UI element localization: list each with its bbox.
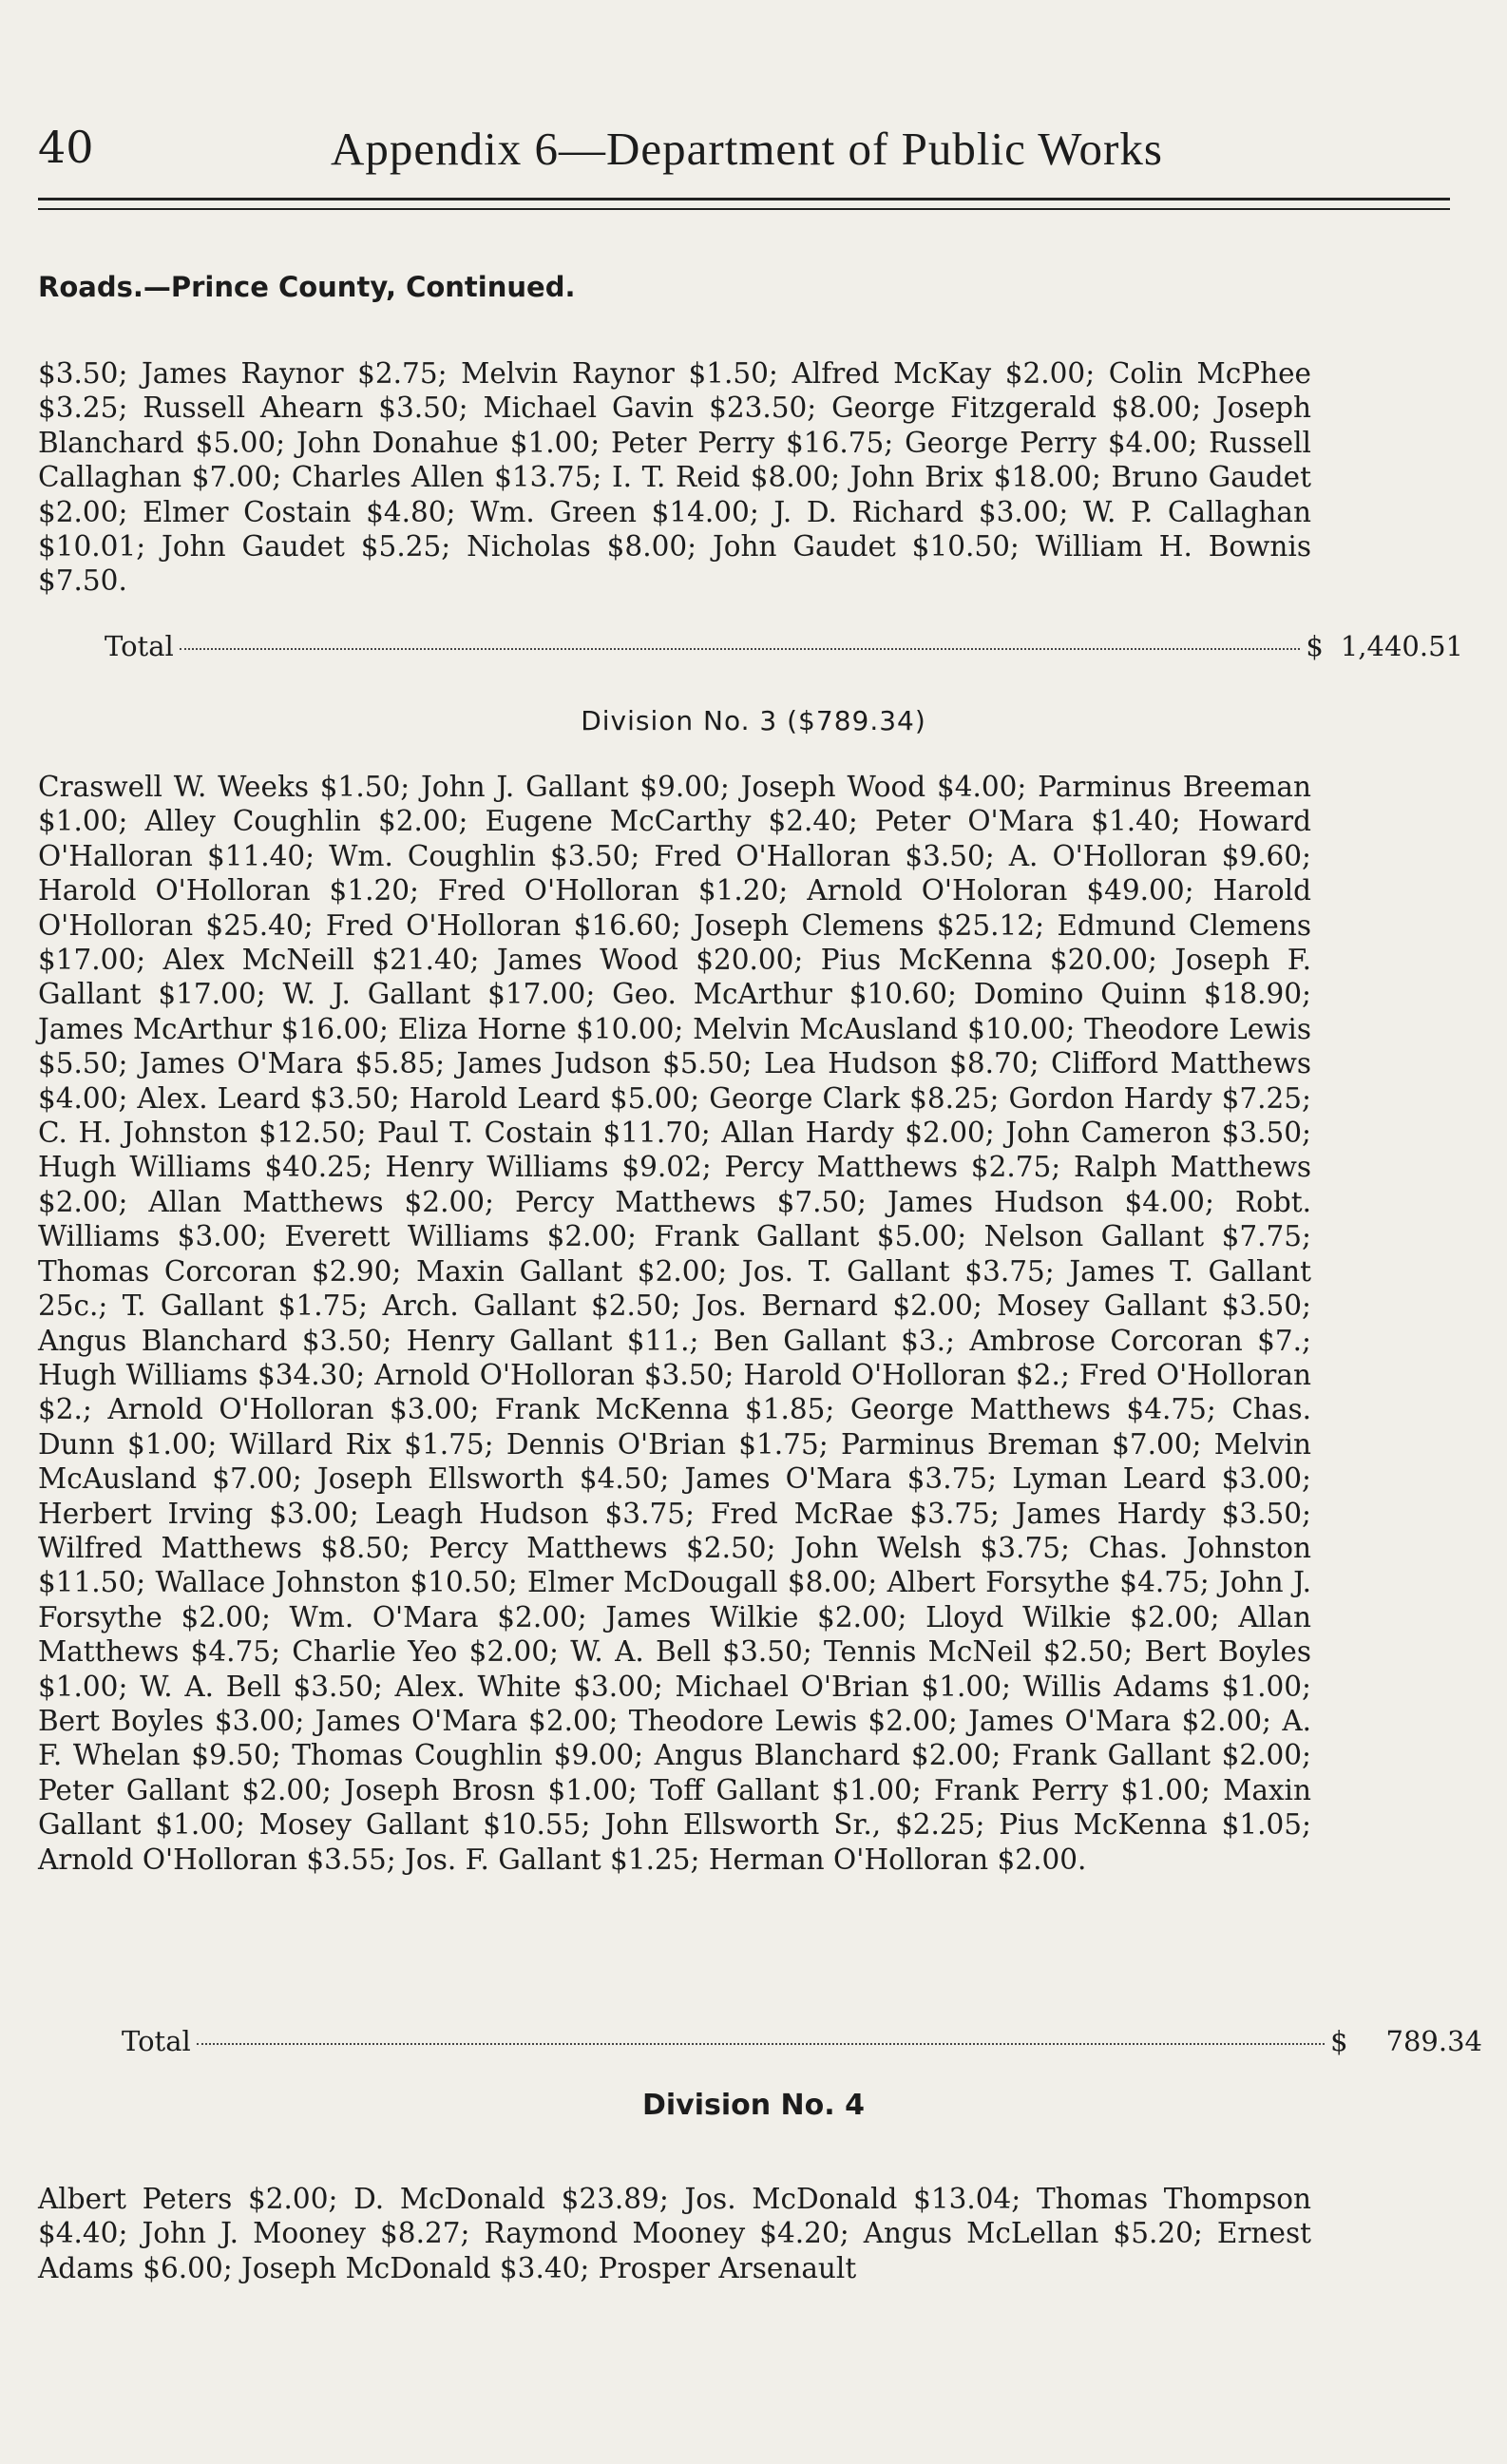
header-rule <box>38 198 1450 210</box>
roads-continued-paragraph: $3.50; James Raynor $2.75; Melvin Raynor $1.50; Alfred McKay $2.00; Colin McPhee $3.25; Russell Ahearn $3.50; Michael Gavin $23.50; George Fitzgerald $8.00; Joseph Blanchard $5.00; John Donahue $1.00; Peter Perry $16.75; George Perry $4.00; Russell Callaghan $7.00; Charles Allen $13.75; I. T. Reid $8.00; John Brix $18.00; Bruno Gaudet $2.00; Elmer Costain $4.80; Wm. Green $14.00; J. D. Richard $3.00; W. P. Callaghan $10.01; John Gaudet $5.25; Nicholas $8.00; John Gaudet $10.50; William H. Bownis $7.50. <box>38 357 1311 598</box>
leader-dots <box>197 2043 1325 2045</box>
page-header <box>38 112 1450 188</box>
section-heading: Roads.—Prince County, Continued. <box>38 271 576 303</box>
total-label: Total <box>122 2025 191 2057</box>
page-number: 40 <box>38 122 94 173</box>
division-4-heading: Division No. 4 <box>641 2089 865 2122</box>
division-3-paragraph: Craswell W. Weeks $1.50; John J. Gallant $9.00; Joseph Wood $4.00; Parminus Breeman $1.00; Alley Coughlin $2.00; Eugene McCarthy $2.40; Peter O'Mara $1.40; Howard O'Halloran $11.40; Wm. Coughlin $3.50; Fred O'Halloran $3.50; A. O'Holloran $9.60; Harold O'Holloran $1.20; Fred O'Holloran $1.20; Arnold O'Holoran $49.00; Harold O'Holloran $25.40; Fred O'Holloran $16.60; Joseph Clemens $25.12; Edmund Clemens $17.00; Alex McNeill $21.40; James Wood $20.00; Pius McKenna $20.00; Joseph F. Gallant $17.00; W. J. Gallant $17.00; Geo. McArthur $10.60; Domino Quinn $18.90; James McArthur $16.00; Eliza Horne $10.00; Melvin McAusland $10.00; Theodore Lewis $5.50; James O'Mara $5.85; James Judson $5.50; Lea Hudson $8.70; Clifford Matthews $4.00; Alex. Leard $3.50; Harold Leard $5.00; George Clark $8.25; Gordon Hardy $7.25; C. H. Johnston $12.50; Paul T. Costain $11.70; Allan Hardy $2.00; John Cameron $3.50; Hugh Williams $40.25; Henry Williams $9.02; Percy Matthews $2.75; Ralph Matthews $2.00; Allan Matthews $2.00; Percy Matthews $7.50; James Hudson $4.00; Robt. Williams $3.00; Everett Williams $2.00; Frank Gallant $5.00; Nelson Gallant $7.75; Thomas Corcoran $2.90; Maxin Gallant $2.00; Jos. T. Gallant $3.75; James T. Gallant 25c.; T. Gallant $1.75; Arch. Gallant $2.50; Jos. Bernard $2.00; Mosey Gallant $3.50; Angus Blanchard $3.50; Henry Gallant $11.; Ben Gallant $3.; Ambrose Corcoran $7.; Hugh Williams $34.30; Arnold O'Holloran $3.50; Harold O'Holloran $2.; Fred O'Holloran $2.; Arnold O'Holloran $3.00; Frank McKenna $1.85; George Matthews $4.75; Chas. Dunn $1.00; Willard Rix $1.75; Dennis O'Brian $1.75; Parminus Breman $7.00; Melvin McAusland $7.00; Joseph Ellsworth $4.50; James O'Mara $3.75; Lyman Leard $3.00; Herbert Irving $3.00; Leagh Hudson $3.75; Fred McRae $3.75; James Hardy $3.50; Wilfred Matthews $8.50; Percy Matthews $2.50; John Welsh $3.75; Chas. Johnston $11.50; Wallace Johnston $10.50; Elmer McDougall $8.00; Albert Forsythe $4.75; John J. Forsythe $2.00; Wm. O'Mara $2.00; James Wilkie $2.00; Lloyd Wilkie $2.00; Allan Matthews $4.75; Charlie Yeo $2.00; W. A. Bell $3.50; Tennis McNeil $2.50; Bert Boyles $1.00; W. A. Bell $3.50; Alex. White $3.00; Michael O'Brian $1.00; Willis Adams $1.00; Bert Boyles $3.00; James O'Mara $2.00; Theodore Lewis $2.00; James O'Mara $2.00; A. F. Whelan $9.50; Thomas Coughlin $9.00; Angus Blanchard $2.00; Frank Gallant $2.00; Peter Gallant $2.00; Joseph Brosn $1.00; Toff Gallant $1.00; Frank Perry $1.00; Maxin Gallant $1.00; Mosey Gallant $10.55; John Ellsworth Sr., $2.25; Pius McKenna $1.05; Arnold O'Holloran $3.55; Jos. F. Gallant $1.25; Herman O'Holloran $2.00. <box>38 771 1311 1876</box>
total-row-division-3 <box>122 2025 1482 2057</box>
total-currency: $ <box>1330 2025 1348 2057</box>
total-amount: 1,440.51 <box>1340 630 1463 662</box>
total-currency: $ <box>1306 630 1324 662</box>
total-amount: 789.34 <box>1385 2025 1482 2057</box>
total-label: Total <box>105 630 174 662</box>
division-4-paragraph: Albert Peters $2.00; D. McDonald $23.89; Jos. McDonald $13.04; Thomas Thompson $4.40; John J. Mooney $8.27; Raymond Mooney $4.20; Angus McLellan $5.20; Ernest Adams $6.00; Joseph McDonald $3.40; Prosper Arsenault <box>38 2183 1311 2284</box>
running-title: Appendix 6—Department of Public Works <box>331 123 1163 175</box>
total-row-block1 <box>105 630 1463 662</box>
division-3-heading: Division No. 3 ($789.34) <box>581 705 926 736</box>
leader-dots <box>180 648 1301 650</box>
